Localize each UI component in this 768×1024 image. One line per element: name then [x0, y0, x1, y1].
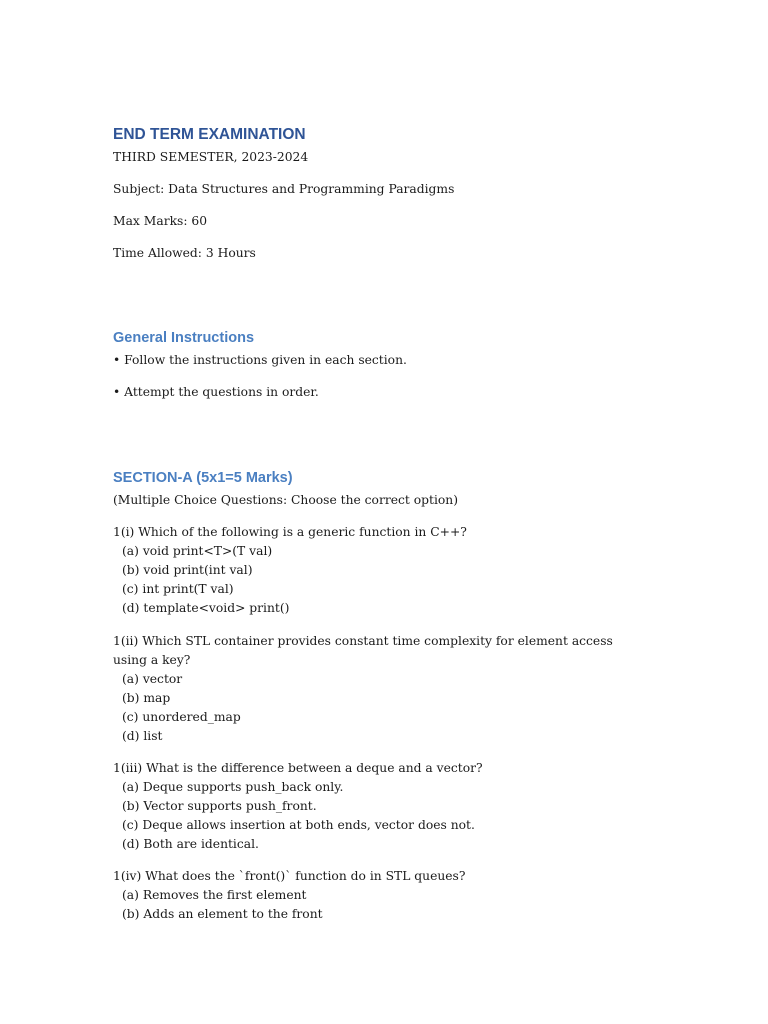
- question-option: (a) Removes the first element: [122, 888, 307, 902]
- max-marks-line: Max Marks: 60: [113, 214, 208, 228]
- subject-line: Subject: Data Structures and Programming Paradigms: [113, 182, 455, 196]
- question-1iii: [113, 759, 643, 854]
- question-stem: 1(i) Which of the following is a generic function in C++?: [113, 525, 467, 539]
- question-option: (d) Both are identical.: [122, 837, 259, 851]
- question-option: (c) Deque allows insertion at both ends, vector does not.: [122, 818, 475, 832]
- semester-line: THIRD SEMESTER, 2023-2024: [113, 150, 309, 164]
- question-option: (b) void print(int val): [122, 563, 253, 577]
- question-option: (c) int print(T val): [122, 582, 234, 596]
- question-option: (d) list: [122, 729, 163, 743]
- instruction-item: • Follow the instructions given in each section.: [113, 353, 407, 367]
- question-1ii: [113, 632, 643, 746]
- question-option: (b) Adds an element to the front: [122, 907, 323, 921]
- section-a-note: (Multiple Choice Questions: Choose the correct option): [113, 493, 459, 507]
- time-allowed-line: Time Allowed: 3 Hours: [113, 246, 256, 260]
- question-option: (a) void print<T>(T val): [122, 544, 273, 558]
- question-stem: 1(ii) Which STL container provides constant time complexity for element access using a key?: [113, 634, 613, 667]
- question-option: (b) Vector supports push_front.: [122, 799, 317, 813]
- question-option: (b) map: [122, 691, 171, 705]
- question-option: (d) template<void> print(): [122, 601, 290, 615]
- instruction-item: • Attempt the questions in order.: [113, 385, 319, 399]
- question-1iv: [113, 867, 643, 924]
- exam-title: END TERM EXAMINATION: [113, 126, 306, 143]
- section-a-heading: SECTION-A (5x1=5 Marks): [113, 470, 293, 486]
- question-stem: 1(iii) What is the difference between a deque and a vector?: [113, 761, 483, 775]
- question-option: (a) Deque supports push_back only.: [122, 780, 344, 794]
- question-stem: 1(iv) What does the `front()` function do in STL queues?: [113, 869, 466, 883]
- instructions-heading: General Instructions: [113, 330, 255, 346]
- question-option: (c) unordered_map: [122, 710, 241, 724]
- question-1i: [113, 523, 643, 618]
- question-option: (a) vector: [122, 672, 183, 686]
